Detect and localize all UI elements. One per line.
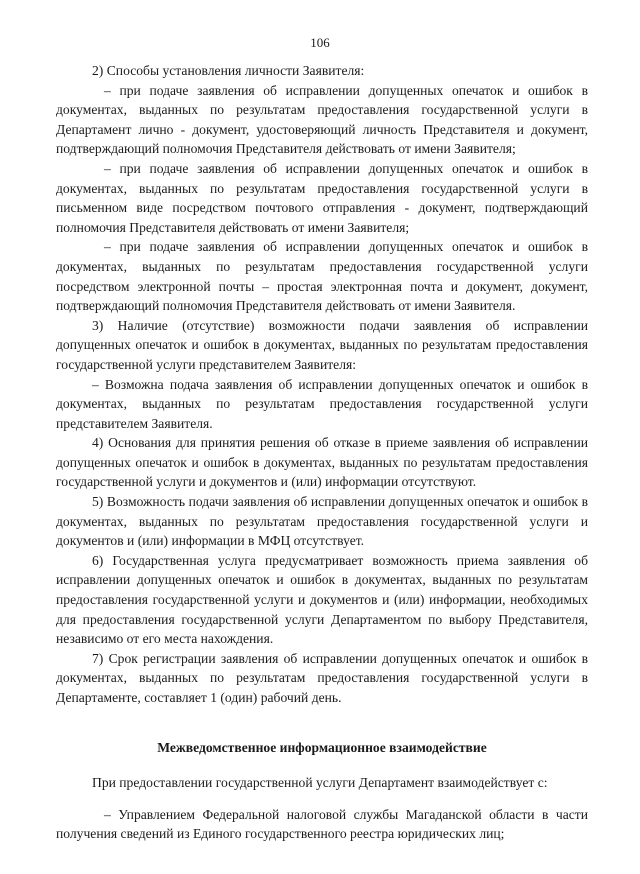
paragraph: – Возможна подача заявления об исправлении допущенных опечаток и ошибок в документах, выданных по результатам предоставления государственной услуги представителем Заявителя. bbox=[56, 376, 588, 431]
paragraph-list bbox=[56, 61, 588, 708]
paragraph: – при подаче заявления об исправлении допущенных опечаток и ошибок в документах, выданных по результатам предоставления государственной услуги в Департамент лично - документ, удостоверяющий личность Представителя и документ, подтверждающий полномочия Представителя действовать от имени Заявителя; bbox=[56, 82, 588, 157]
paragraph: 4) Основания для принятия решения об отказе в приеме заявления об исправлении допущенных опечаток и ошибок в документах, выданных по результатам предоставления государственной услуги и документов и (или) информации отсутствуют. bbox=[56, 435, 588, 490]
paragraph: 7) Срок регистрации заявления об исправлении допущенных опечаток и ошибок в документах, выданных по результатам предоставления государственной услуги в Департаменте, составляет 1 (один) рабочий день. bbox=[56, 650, 588, 705]
page-number: 106 bbox=[310, 35, 330, 50]
paragraph: – при подаче заявления об исправлении допущенных опечаток и ошибок в документах, выданных по результатам предоставления государственной услуги в письменном виде посредством почтового отправления - документ, подтверждающий полномочия Представителя действовать от имени Заявителя; bbox=[56, 160, 588, 235]
paragraph: 5) Возможность подачи заявления об исправлении допущенных опечаток и ошибок в документах, выданных по результатам предоставления государственной услуги и документов и (или) информации в МФЦ отсутствует. bbox=[56, 494, 588, 549]
paragraph: 2) Способы установления личности Заявителя: bbox=[92, 63, 365, 78]
document-body bbox=[56, 61, 588, 844]
paragraph: При предоставлении государственной услуги Департамент взаимодействует с: bbox=[92, 775, 548, 791]
paragraph-list-after-heading bbox=[56, 773, 588, 844]
paragraph: – при подаче заявления об исправлении допущенных опечаток и ошибок в документах, выданных по результатам предоставления государственной услуги посредством электронной почты – простая электронная почта и документ, документ, подтверждающий полномочия Представителя действовать от имени Заявителя. bbox=[56, 239, 588, 314]
paragraph: – Управлением Федеральной налоговой службы Магаданской области в части получения сведений из Единого государственного реестра юридических лиц; bbox=[56, 806, 588, 842]
paragraph: 6) Государственная услуга предусматривает возможность приема заявления об исправлении допущенных опечаток и ошибок в документах, выданных по результатам предоставления государственной услуги и документов и (или) информации, необходимых для предоставления государственной услуги Департаментом по выбору Представителя, независимо от его места нахождения. bbox=[56, 552, 588, 647]
section-heading: Межведомственное информационное взаимодействие bbox=[157, 739, 487, 755]
paragraph: 3) Наличие (отсутствие) возможности подачи заявления об исправлении допущенных опечаток и ошибок в документах, выданных по результатам предоставления государственной услуги представителем Заявителя: bbox=[56, 317, 588, 372]
